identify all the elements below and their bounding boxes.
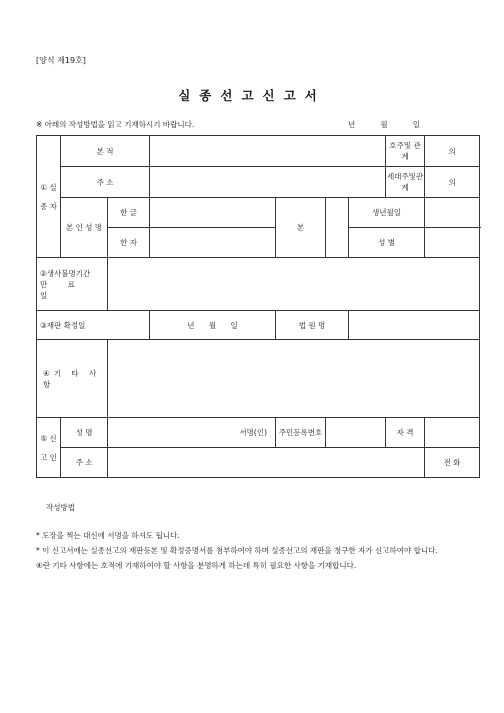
phone-label: 전 화 (425, 448, 480, 478)
survival-period-label-line2: 만 료 일 (40, 279, 84, 300)
date-year-label: 년 (348, 120, 356, 129)
rrn-label: 주민등록번호 (276, 418, 326, 448)
instruction-item: * 도장을 찍는 대신에 서명을 하셔도 됩니다. (36, 531, 180, 540)
bon-field[interactable] (326, 198, 349, 258)
reporter-section-label: ⑤ 신 고 인 (37, 418, 61, 478)
name-label: 본 인 성 명 (61, 198, 108, 258)
signature-label: 서명(인) (239, 428, 267, 437)
survival-period-field[interactable] (108, 258, 480, 311)
sex-field[interactable] (425, 228, 480, 258)
rrn-field[interactable] (326, 418, 386, 448)
ui-suffix-1: 의 (448, 146, 456, 156)
court-name-field[interactable] (349, 311, 480, 340)
instruction-item: * 이 신고서에는 실종선고의 재판등본 및 확정증명서를 첨부하여야 하며 실종선고의 재판을 청구한 자가 신고하여야 합니다. (36, 546, 438, 555)
domicile-field[interactable] (150, 136, 386, 167)
qualification-field[interactable] (425, 418, 480, 448)
writing-instructions (36, 500, 476, 573)
birthdate-label: 생년월일 (349, 198, 425, 228)
hanja-name-field[interactable] (150, 228, 276, 258)
domicile-label: 본 적 (61, 136, 150, 167)
ui-suffix-2: 의 (448, 177, 456, 187)
address-field[interactable] (150, 167, 386, 198)
instruction-item: ④란 기타 사항에는 호적에 기재하여야 할 사항을 분명하게 하는데 특히 필요한 사항을 기재합니다. (36, 561, 357, 570)
survival-period-label (37, 258, 108, 311)
instructions-heading: 작성방법 (46, 503, 75, 512)
ruling-date-label: ③재판 확정일 (37, 311, 150, 340)
other-label: ④기 타 사 항 (37, 340, 108, 418)
household-head-relation-label: 호주및 관계 (386, 136, 425, 167)
form-number: [양식 제19호] (36, 56, 86, 65)
reporter-address-label: 주 소 (61, 448, 108, 478)
bon-label: 본 (276, 198, 326, 258)
page-title: 실종선고신고서 (178, 88, 326, 103)
reporter-address-field[interactable] (108, 448, 425, 478)
court-name-label: 법 원 명 (276, 311, 349, 340)
address-label: 주 소 (61, 167, 150, 198)
ruling-date-field[interactable]: 년 월 일 (150, 311, 276, 340)
sex-label: 성 별 (349, 228, 425, 258)
birthdate-field[interactable] (425, 198, 480, 228)
hangul-label: 한 글 (108, 198, 150, 228)
hangul-name-field[interactable] (150, 198, 276, 228)
household-head-relation2-label: 세대주및관계 (386, 167, 425, 198)
date-day-label: 일 (412, 120, 421, 129)
date-month-label: 월 (380, 120, 388, 129)
household-head-relation2-field[interactable] (425, 167, 480, 198)
other-field[interactable] (108, 340, 480, 418)
missing-person-section-label: ① 실 종 자 (37, 136, 61, 258)
reporter-name-label: 성 명 (61, 418, 108, 448)
qualification-label: 자 격 (386, 418, 425, 448)
reporter-signature-field[interactable] (108, 418, 276, 448)
report-form (36, 135, 479, 478)
report-date (348, 119, 443, 130)
household-head-relation-field[interactable] (425, 136, 480, 167)
instruction-text: ※ 아래의 작성방법을 읽고 기재하시기 바랍니다. (36, 120, 195, 129)
hanja-label: 한 자 (108, 228, 150, 258)
survival-period-label-line1: ②생사불명기간 (40, 268, 91, 278)
